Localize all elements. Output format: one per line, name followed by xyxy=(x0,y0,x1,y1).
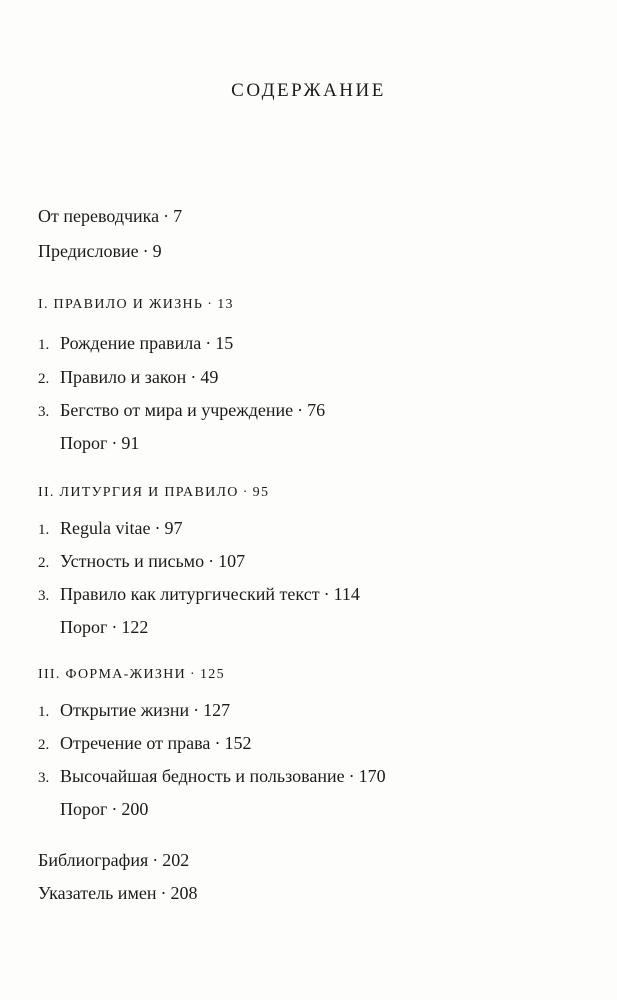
part-page: 125 xyxy=(200,667,225,682)
entry-label: Предисловие xyxy=(38,241,139,261)
entry-label: Рождение правила xyxy=(60,333,202,353)
entry-page: 152 xyxy=(224,733,252,753)
entry-label: Правило как литургический текст xyxy=(60,584,320,604)
entry-page: 91 xyxy=(121,433,140,453)
part-title: II. ЛИТУРГИЯ И ПРАВИЛО xyxy=(38,485,239,500)
entry-page: 200 xyxy=(121,799,149,819)
toc-entry-bibliography: Библиография · 202 xyxy=(38,850,190,870)
entry-page: 208 xyxy=(170,883,198,903)
toc-part-1: I. ПРАВИЛО И ЖИЗНЬ · 13 xyxy=(38,297,234,312)
entry-page: 107 xyxy=(218,551,246,571)
toc-entry-translator: От переводчика · 7 xyxy=(38,206,183,226)
entry-label: Regula vitae xyxy=(60,518,151,538)
entry-page: 122 xyxy=(121,617,149,637)
toc-chapter: 3. Высочайшая бедность и пользование · 170 xyxy=(38,765,386,789)
entry-page: 76 xyxy=(307,400,326,420)
toc-entry-preface: Предисловие · 9 xyxy=(38,241,162,261)
part-page: 95 xyxy=(252,485,270,500)
entry-label: Правило и закон xyxy=(60,367,187,387)
toc-chapter: 1. Regula vitae · 97 xyxy=(38,517,182,541)
entry-page: 114 xyxy=(333,584,360,604)
toc-chapter: 3. Бегство от мира и учреждение · 76 xyxy=(38,399,325,423)
chapter-number: 2. xyxy=(38,737,50,753)
part-page: 13 xyxy=(217,297,234,312)
entry-page: 7 xyxy=(173,206,183,226)
toc-chapter: 2. Отречение от права · 152 xyxy=(38,732,251,756)
entry-page: 127 xyxy=(203,700,231,720)
entry-page: 15 xyxy=(215,333,234,353)
part-title: I. ПРАВИЛО И ЖИЗНЬ xyxy=(38,297,204,312)
part-title: III. ФОРМА-ЖИЗНИ xyxy=(38,667,187,682)
toc-threshold: Порог · 91 xyxy=(60,433,140,453)
entry-label: Указатель имен xyxy=(38,883,157,903)
entry-label: Библиография xyxy=(38,850,149,870)
chapter-number: 1. xyxy=(38,522,50,538)
toc-part-2: II. ЛИТУРГИЯ И ПРАВИЛО · 95 xyxy=(38,485,270,500)
toc-threshold: Порог · 200 xyxy=(60,799,149,819)
entry-page: 49 xyxy=(200,367,219,387)
chapter-number: 3. xyxy=(38,588,50,604)
entry-label: Устность и письмо xyxy=(60,551,205,571)
page-title: СОДЕРЖАНИЕ xyxy=(231,80,386,101)
entry-label: Порог xyxy=(60,799,108,819)
entry-label: От переводчика xyxy=(38,206,160,226)
chapter-number: 1. xyxy=(38,337,50,353)
chapter-number: 1. xyxy=(38,704,50,720)
toc-chapter: 1. Рождение правила · 15 xyxy=(38,332,233,356)
chapter-number: 3. xyxy=(38,404,50,420)
toc-chapter: 2. Правило и закон · 49 xyxy=(38,366,218,390)
entry-label: Порог xyxy=(60,617,108,637)
entry-label: Отречение от права xyxy=(60,733,211,753)
toc-chapter: 1. Открытие жизни · 127 xyxy=(38,699,230,723)
chapter-number: 3. xyxy=(38,770,50,786)
chapter-number: 2. xyxy=(38,555,50,571)
entry-label: Бегство от мира и учреждение xyxy=(60,400,294,420)
entry-label: Высочайшая бедность и пользование xyxy=(60,766,345,786)
entry-page: 202 xyxy=(162,850,190,870)
entry-label: Порог xyxy=(60,433,108,453)
entry-label: Открытие жизни xyxy=(60,700,190,720)
toc-chapter: 3. Правило как литургический текст · 114 xyxy=(38,583,360,607)
chapter-number: 2. xyxy=(38,371,50,387)
toc-part-3: III. ФОРМА-ЖИЗНИ · 125 xyxy=(38,667,225,682)
toc-threshold: Порог · 122 xyxy=(60,617,149,637)
toc-chapter: 2. Устность и письмо · 107 xyxy=(38,550,245,574)
entry-page: 170 xyxy=(358,766,386,786)
entry-page: 9 xyxy=(152,241,162,261)
entry-page: 97 xyxy=(164,518,183,538)
toc-entry-name-index: Указатель имен · 208 xyxy=(38,883,198,903)
